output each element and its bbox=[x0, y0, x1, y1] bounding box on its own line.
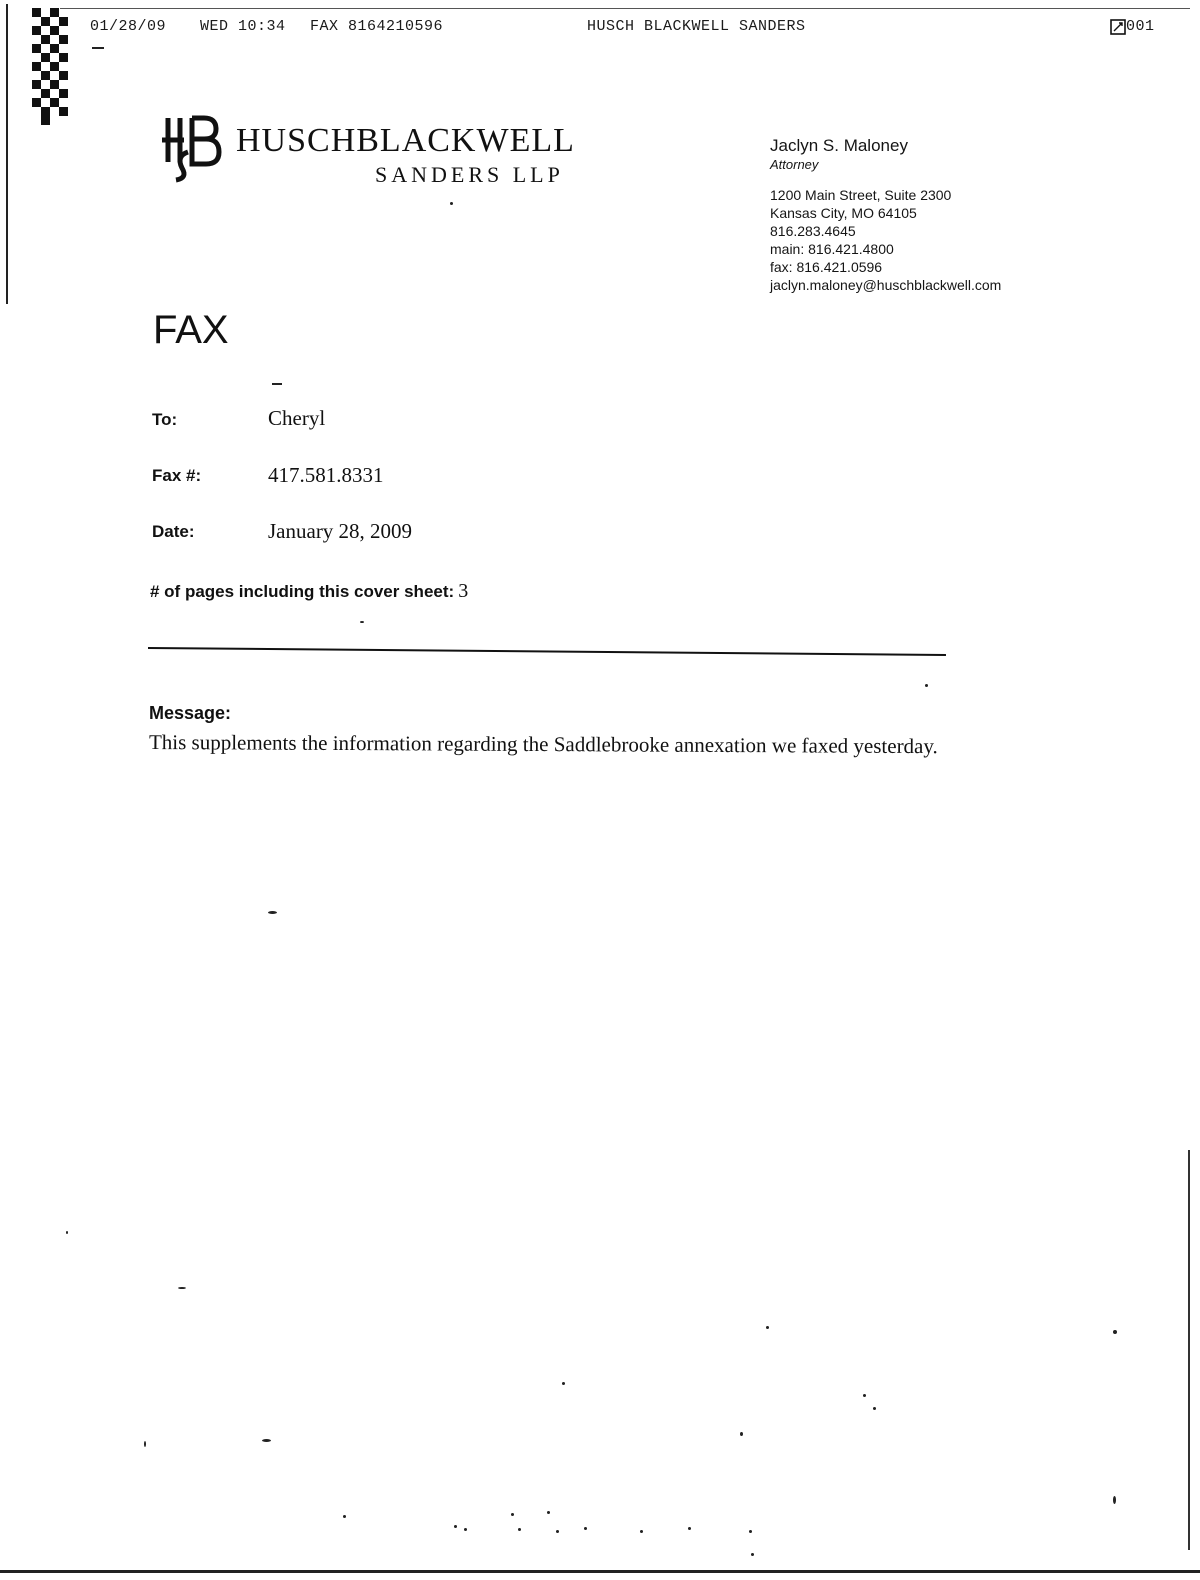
scan-edge-left bbox=[6, 4, 8, 304]
scan-speck bbox=[66, 1231, 68, 1234]
scan-speck bbox=[584, 1527, 587, 1530]
scan-edge-top bbox=[60, 8, 1190, 9]
fax-header-date: 01/28/09 bbox=[90, 18, 167, 35]
fax-page-icon bbox=[1110, 19, 1126, 35]
date-value: January 28, 2009 bbox=[268, 519, 413, 543]
contact-address-line1: 1200 Main Street, Suite 2300 bbox=[770, 187, 952, 203]
scan-speck bbox=[454, 1525, 457, 1528]
scan-speck bbox=[268, 911, 277, 914]
pages-value: 3 bbox=[458, 580, 469, 602]
scan-speck bbox=[740, 1432, 743, 1436]
fax-header-page bbox=[1110, 18, 1155, 35]
scan-speck bbox=[262, 1439, 271, 1442]
fax-header-day-time: WED 10:34 bbox=[200, 18, 286, 35]
fax-number-value: 417.581.8331 bbox=[268, 463, 384, 487]
scan-speck bbox=[464, 1528, 467, 1531]
scan-speck bbox=[178, 1287, 186, 1289]
to-label: To: bbox=[152, 410, 178, 429]
scan-speck bbox=[343, 1515, 346, 1518]
contact-address-line2: Kansas City, MO 64105 bbox=[770, 205, 917, 221]
message-label: Message: bbox=[149, 703, 232, 723]
contact-name: Jaclyn S. Maloney bbox=[770, 136, 908, 155]
scan-speck bbox=[1113, 1330, 1117, 1334]
logo-firm-name: HUSCHBLACKWELL bbox=[236, 122, 575, 159]
contact-block bbox=[770, 136, 1001, 294]
scan-speck bbox=[925, 684, 928, 687]
scan-speck bbox=[562, 1382, 565, 1385]
contact-main-phone: main: 816.421.4800 bbox=[770, 241, 894, 257]
scan-edge-right bbox=[1188, 1150, 1190, 1550]
document-title: FAX bbox=[153, 308, 229, 352]
pages-row bbox=[150, 580, 468, 603]
scan-edge-bottom bbox=[0, 1570, 1200, 1573]
scan-speck bbox=[1113, 1496, 1116, 1504]
contact-phone: 816.283.4645 bbox=[770, 223, 856, 239]
scan-speck bbox=[272, 383, 282, 385]
scan-speck bbox=[640, 1530, 643, 1533]
scan-speck bbox=[360, 621, 364, 623]
scan-speck bbox=[518, 1528, 521, 1531]
pages-label: # of pages including this cover sheet: bbox=[150, 582, 455, 601]
contact-title: Attorney bbox=[770, 157, 819, 172]
scan-speck bbox=[450, 202, 453, 205]
scan-speck bbox=[144, 1441, 146, 1447]
scan-speck bbox=[556, 1530, 559, 1533]
logo-firm-subtitle: SANDERS LLP bbox=[375, 162, 564, 187]
to-value: Cheryl bbox=[268, 406, 326, 430]
divider-line bbox=[148, 647, 946, 656]
date-label: Date: bbox=[152, 522, 195, 541]
scan-speck bbox=[751, 1553, 754, 1556]
scan-speck bbox=[863, 1394, 866, 1397]
scan-speck bbox=[511, 1513, 514, 1516]
contact-email: jaclyn.maloney@huschblackwell.com bbox=[770, 277, 1002, 293]
fax-number-label: Fax #: bbox=[152, 466, 202, 485]
fax-page-number: 001 bbox=[1126, 18, 1155, 35]
contact-fax: fax: 816.421.0596 bbox=[770, 259, 883, 275]
fax-header-fax-number: FAX 8164210596 bbox=[310, 18, 444, 35]
scan-speck bbox=[766, 1326, 769, 1329]
scan-speck bbox=[92, 47, 104, 49]
checker-mark-icon bbox=[32, 8, 68, 128]
message-body: This supplements the information regarding the Saddlebrooke annexation we faxed yesterday. bbox=[148, 730, 938, 759]
scan-speck bbox=[873, 1407, 876, 1410]
husch-blackwell-logo-icon bbox=[158, 112, 222, 184]
scan-speck bbox=[749, 1530, 752, 1533]
scan-speck bbox=[547, 1511, 550, 1514]
fax-header-sender: HUSCH BLACKWELL SANDERS bbox=[587, 18, 806, 35]
scan-speck bbox=[688, 1527, 691, 1530]
